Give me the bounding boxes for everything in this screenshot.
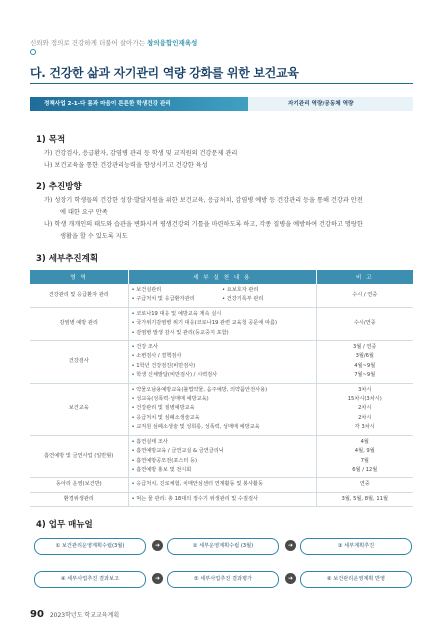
note-line: 6월 / 12월	[352, 466, 378, 473]
direction-item: 에 대한 요구 만족	[60, 209, 108, 216]
detail-item: • 구급처치 및 응급환자관리	[132, 295, 223, 304]
note-line: 15차시(3차시)	[347, 396, 382, 403]
arrow-right-circle-icon: ➜	[285, 573, 296, 584]
detail-line	[132, 371, 313, 380]
area-cell: 보건교육	[30, 383, 128, 435]
detail-line	[132, 329, 313, 338]
note-line: 3차시	[358, 386, 372, 393]
detail-item: • 건강관리 및 질병예방교육	[132, 405, 195, 411]
detail-cell	[128, 492, 316, 506]
note-line: 2차시	[358, 414, 372, 421]
detail-item: • 보건실관리	[132, 286, 223, 295]
table-row	[30, 341, 413, 384]
detail-line	[132, 447, 313, 456]
area-cell: 감염병 예방 관리	[30, 307, 128, 340]
table-row	[30, 478, 413, 492]
policy-label: 정책사업 2-1-다 몸과 마음이 튼튼한 학생건강 관리	[30, 97, 248, 111]
note-line: 2차시	[358, 405, 372, 412]
page-number: 90	[30, 609, 44, 620]
area-cell: 동아리 운영(보건반)	[30, 478, 128, 492]
workflow-heading: 4) 업무 매뉴얼	[36, 520, 93, 530]
detail-item: • 흡연실태 조사	[132, 439, 168, 445]
column-header: 영 역	[30, 270, 128, 284]
note-line: 4월	[360, 438, 369, 445]
detail-item: • 코로나19 대응 및 예방교육 계속 실시	[132, 311, 222, 317]
workflow-step: ② 세부운영계획수립 (3월)	[167, 538, 279, 555]
purpose-item: 나) 보건교육을 통한 건강관리능력을 향상시키고 건강한 육성	[44, 162, 208, 169]
detail-item: • 요보호자 관리	[222, 286, 313, 295]
note-line: 연중	[359, 481, 370, 488]
note-cell	[316, 341, 413, 384]
column-header: 세 부 실 천 내 용	[128, 270, 316, 284]
detail-cell	[128, 341, 316, 384]
detail-line	[132, 386, 313, 395]
detail-line	[132, 286, 313, 295]
detail-item: • 건강기록부 관리	[222, 295, 313, 304]
detail-item: • 성교육(성폭력·성매매 예방교육)	[132, 396, 209, 402]
detail-item: • 흡연예방교육 / 금연교실 & 금연클리닉	[132, 448, 224, 454]
detail-line	[132, 495, 313, 504]
detail-item: • 교직원 심폐소생술 및 성희롱, 성폭력, 성매매 예방교육	[132, 424, 260, 430]
direction-item: 가) 성장기 학생들의 건강한 성장·발달지원을 위한 보건교육, 응급처치, 감염병 예방 등 건강관리 등을 통해 건강과 안전	[44, 197, 363, 204]
detail-line	[132, 319, 313, 328]
detail-line	[132, 438, 313, 447]
detail-line	[132, 343, 313, 352]
note-line: 3월 / 연중	[353, 344, 377, 351]
detail-line	[132, 310, 313, 319]
detail-item: • 흡연예방공모전(포스터 등)	[132, 458, 198, 464]
note-line: 각 3차시	[354, 424, 375, 431]
section-title: 다. 건강한 삶과 자기관리 역량 강화를 위한 보건교육	[30, 63, 413, 84]
table-row	[30, 383, 413, 435]
note-cell	[316, 307, 413, 340]
plan-table	[30, 270, 414, 507]
arrow-right-circle-icon: ➜	[152, 540, 163, 551]
workflow-step: ⑥ 보건관리운영계획 반영	[300, 571, 412, 588]
detail-line	[132, 457, 313, 466]
table-row	[30, 307, 413, 340]
detail-item: • 소변검사 / 결핵검사	[132, 353, 182, 359]
program-name: 창의융합인재육성	[147, 39, 198, 47]
detail-item: • 국가위기감염병 위기 대응(코로나19 관련 교육청 공문에 따름)	[132, 320, 278, 326]
note-cell	[316, 492, 413, 506]
note-line: 4월~9월	[354, 362, 376, 369]
detail-item: • 먹는 물 관리: 총 18대의 정수기 위생관리 및 수질검사	[132, 496, 258, 502]
note-line: 수시 / 연중	[352, 291, 378, 298]
area-cell: 건강관리 및 응급환자 관리	[30, 284, 128, 307]
workflow-row	[30, 571, 413, 587]
detail-item: • 흡연예방 홍보 및 전시회	[132, 467, 192, 473]
detail-item: • 건강 조사	[132, 344, 158, 350]
bullet-dot-icon	[30, 49, 36, 55]
table-row	[30, 492, 413, 506]
detail-line	[132, 352, 313, 361]
arrow-right-circle-icon: ➜	[152, 573, 163, 584]
detail-cell	[128, 307, 316, 340]
detail-line	[132, 295, 313, 304]
note-line: 7월	[360, 457, 369, 464]
area-cell: 환경위생관리	[30, 492, 128, 506]
breadcrumb	[30, 38, 197, 47]
detail-line	[132, 466, 313, 475]
table-row	[30, 435, 413, 478]
workflow-step: ① 보건관리운영계획수립(3월)	[34, 538, 146, 555]
note-line: 4월, 9월	[354, 448, 375, 455]
purpose-heading: 1) 목적	[36, 135, 66, 145]
detail-line	[132, 423, 313, 432]
detail-line	[132, 480, 313, 489]
note-line: 3월/6월	[355, 353, 374, 360]
purpose-item: 가) 건강검사, 응급환자, 감염병 관리 등 학생 및 교직원의 건강문제 관리	[44, 150, 238, 157]
detail-item: • 응급처치, 진로체험, 치매안심센터 연계활동 및 봉사활동	[132, 481, 264, 487]
page-header	[0, 0, 443, 47]
detail-cell	[128, 284, 316, 307]
direction-heading: 2) 추진방향	[36, 182, 82, 192]
detail-cell	[128, 435, 316, 478]
detail-item: • 약물오남용예방교육(불법약물, 음주예방, 의약품안전사용)	[132, 387, 268, 393]
workflow-row	[30, 538, 413, 554]
breadcrumb-text: 신뢰와 정의로 건강하게 더불어 살아가는	[30, 39, 146, 47]
workflow-step: ③ 세부계획추진	[300, 538, 412, 555]
page-footer	[30, 609, 119, 620]
direction-item: 생활을 할 수 있도록 지도	[60, 233, 128, 240]
column-header: 비 고	[316, 270, 413, 284]
detail-cell	[128, 478, 316, 492]
detail-item: • 학생 신체발달(비만검사) / 시력검사	[132, 372, 218, 378]
area-cell: 흡연예방 및 금연사업 (일반형)	[30, 435, 128, 478]
note-cell	[316, 284, 413, 307]
direction-item: 나) 학생 개개인의 태도와 습관을 변화시켜 평생건강의 기틀을 마련하도록 하고, 각종 질병을 예방하여 건강하고 명랑한	[44, 221, 363, 228]
detail-item: • 감염병 발생 감시 및 관리(등교중지 포함)	[132, 330, 229, 336]
document-title: 2023학년도 학교교육계획	[49, 612, 120, 619]
detail-line	[132, 362, 313, 371]
detail-line	[132, 395, 313, 404]
area-cell: 건강검사	[30, 341, 128, 384]
detail-line	[132, 414, 313, 423]
note-cell	[316, 435, 413, 478]
note-cell	[316, 383, 413, 435]
note-line: 3월, 5월, 8월, 11월	[341, 495, 388, 502]
note-cell	[316, 478, 413, 492]
arrow-right-circle-icon: ➜	[285, 540, 296, 551]
competency-label: 자기관리 역량/공동체 역량	[248, 97, 413, 111]
workflow-step: ④ 세부사업추진 결과보고	[34, 571, 146, 588]
detail-item: • 응급처치 및 심폐소생술교육	[132, 415, 200, 421]
policy-bar	[30, 97, 413, 111]
note-line: 7월~9월	[354, 372, 376, 379]
plan-heading: 3) 세부추진계획	[36, 254, 99, 264]
note-line: 수시/연중	[353, 320, 376, 327]
table-row	[30, 284, 413, 307]
detail-cell	[128, 383, 316, 435]
detail-item: • 1학년 건강검진(비만검사)	[132, 363, 196, 369]
workflow-step: ⑤ 세부사업추진 결과평가	[167, 571, 279, 588]
detail-line	[132, 404, 313, 413]
